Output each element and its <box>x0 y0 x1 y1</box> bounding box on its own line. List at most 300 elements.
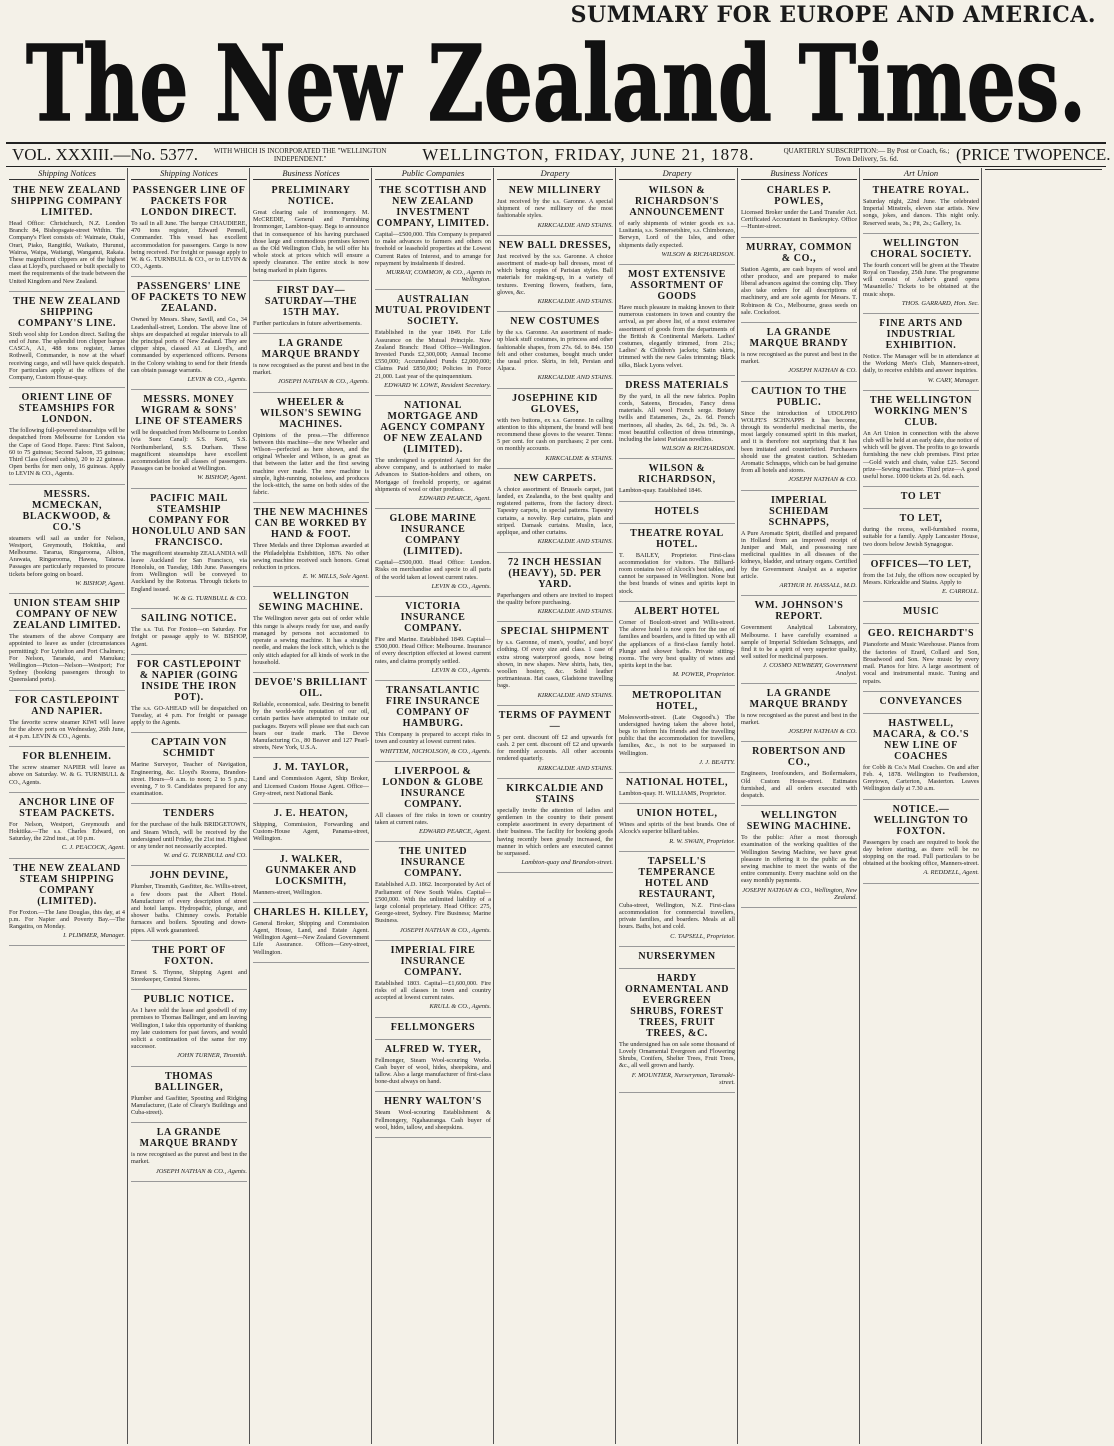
advertisement <box>131 279 247 390</box>
newspaper-title: The New Zealand Times. <box>26 22 1086 140</box>
advertisement-body: Paperhangers and others are invited to inspect the quality before purchasing. <box>497 591 613 606</box>
advertisement <box>131 735 247 804</box>
advertisement-body: Sixth wool ship for London direct. Sailing the end of June. The splendid iron clipper barque CASCA, A1, 488 tons register, James Rothwell, Commander, is now at the wharf receiving cargo, and will have quick despatch. For particulars apply at the offices of the Company, Custom House-quay. <box>9 330 125 382</box>
advertisement-body: from the 1st July, the offices now occupied by Messrs. Kirkcaldie and Stains. Apply to <box>863 571 979 587</box>
advertisement <box>253 589 369 672</box>
advertisement <box>253 183 369 281</box>
advertisement-signature: LEVIN & CO., Agents. <box>431 666 491 674</box>
advertisement-body: is now recognised as the purest and best in the market. <box>741 711 857 726</box>
advertisement <box>131 657 247 734</box>
advertisement-body: All classes of fire risks in town or country taken at current rates. <box>375 811 491 826</box>
advertisement <box>131 611 247 655</box>
column-7 <box>738 168 860 1444</box>
advertisement-title: THE NEW ZEALAND STEAM SHIPPING COMPANY (LIMITED). <box>13 862 121 907</box>
advertisement-body: Opinions of the press.—The difference between this machine—the new Wheeler and Wilson—perfected as here shown, and the original Wheeler and Wilson, is as great as that between the latter and the first sewing machine ever made. The new machine is simple, light-running, noiseless, and produces the lock-stitch, the same on both sides of the fabric. <box>253 431 369 497</box>
column-heading: Art Union <box>863 168 979 180</box>
advertisement <box>863 626 979 691</box>
advertisement-body: The magnificent steamship ZEALANDIA will leave Auckland for San Francisco, via Honolulu, on Tuesday, 18th June. Passengers from Wellington will be conveyed to Auckland by the Rotorua. Through tickets to England issued. <box>131 549 247 593</box>
advertisement-title: TENDERS <box>163 808 215 820</box>
advertisement-title: SAILING NOTICE. <box>141 613 237 625</box>
advertisement-body: Government Analytical Laboratory, Melbourne. I have carefully examined a sample of Imperial Schiedam Schnapps, and find it to be a spirit of very superior quality, well suited for medicinal purposes. <box>741 624 857 661</box>
advertisement-body: Steam Wool-scouring Establishment & Fellmongery, Ngahauranga. Cash buyer of wool, hides, tallow, and sheepskins. <box>375 1109 491 1131</box>
column-heading: Drapery <box>619 168 735 180</box>
advertisement <box>863 604 979 624</box>
advertisement-signature: J. J. BEATTY. <box>699 758 735 766</box>
advertisement <box>375 1094 491 1138</box>
column-8 <box>860 168 982 1444</box>
advertisement <box>131 1125 247 1182</box>
column-2 <box>128 168 250 1444</box>
advertisement <box>619 688 735 773</box>
issue-date: WELLINGTON, FRIDAY, JUNE 21, 1878. <box>422 145 755 164</box>
advertisement-body: for the purchase of the hulk BRIDGETOWN, and Steam Winch, will be received by the undersigned until Friday, the 21st inst. Highest or any tender not necessarily accepted. <box>131 821 247 850</box>
advertisement-signature: J. COSMO NEWBERY, Government Analyst. <box>762 662 857 677</box>
advertisement-title: TERMS OF PAYMENT— <box>498 709 612 732</box>
advertisement-signature: M. POWER, Proprietor. <box>672 671 735 679</box>
advertisement <box>619 267 735 376</box>
advertisement-signature: W. BISHOP, Agent. <box>197 474 247 482</box>
advertisement-body: Engineers, Ironfounders, and Boilermakers, Old Custom House-street. Estimates furnished, and all orders executed with despatch. <box>741 770 857 799</box>
advertisement-signature: KIRKCALDIE AND STAINS. <box>537 691 613 699</box>
advertisement-body: Saturday night, 22nd June. The celebrated Imperial Minstrels, eleven star artists. New songs, jokes, and dances. This night only. Reserved seats, 3s.; Pit, 2s.; Gallery, 1s. <box>863 198 979 227</box>
column-6 <box>616 168 738 1444</box>
advertisement-signature: I. PLIMMER, Manager. <box>63 932 125 940</box>
advertisement-body: T. BAILEY, Proprietor. First-class accommodation for visitors. The Billiard-room contains two of Alcock's best tables, and cannot be surpassed in Wellington. None but the best brands of wines and spirits kept in stock. <box>619 551 735 595</box>
advertisement <box>741 325 857 382</box>
advertisement <box>863 557 979 603</box>
advertisement-title: LA GRANDE MARQUE BRANDY <box>749 327 849 350</box>
advertisement-signature: JOSEPH NATHAN & CO. <box>788 728 857 736</box>
advertisement <box>375 599 491 681</box>
advertisement <box>131 943 247 990</box>
columns <box>6 168 1108 1444</box>
column-9 <box>982 168 1104 1444</box>
advertisement-title: 72 INCH HESSIAN (HEAVY), 5D. PER YARD. <box>507 556 603 590</box>
advertisement-body: Wines and spirits of the best brands. One of Alcock's superior billiard tables. <box>619 821 735 836</box>
advertisement-title: HARDY ORNAMENTAL AND EVERGREEN SHRUBS, FOREST TREES, FRUIT TREES, &C. <box>624 972 730 1039</box>
advertisement-body: steamers will sail as under for Nelson, Westport, Greymouth, Hokitika, and Melbourne. Tararua, Ringarooma, Albion, Arawata, Ringarooma, Hawea, Taiaroa. Passages are particularly requested to procure tickets before going on board. <box>9 534 125 578</box>
advertisement-body: for Cobb & Co.'s Mail Coaches. On and after Feb. 4, 1878. Wellington to Featherston, Greytown, Carterton, Masterton. Leaves Wellington daily at 7.30 a.m. <box>863 763 979 793</box>
advertisement-body: during the recess, well-furnished rooms, suitable for a family. Apply Lancaster House, two doors below Jewish Synagogue. <box>863 526 979 548</box>
column-3 <box>250 168 372 1444</box>
advertisement-title: WELLINGTON SEWING MACHINE. <box>258 591 364 614</box>
advertisement <box>253 395 369 504</box>
advertisement <box>497 183 613 236</box>
advertisement <box>863 802 979 884</box>
advertisement-signature: Lambton-quay and Brandon-street. <box>521 859 613 867</box>
advertisement-title: UNION HOTEL, <box>636 808 718 820</box>
advertisement-title: LA GRANDE MARQUE BRANDY <box>139 1127 239 1150</box>
advertisement-title: PASSENGERS' LINE OF PACKETS TO NEW ZEALAND. <box>131 281 247 315</box>
advertisement-body: To the public: After a most thorough examination of the working qualities of the Wellington Sewing Machine, we have great pleasure in offering it to the public as the sewing machine to meet the wants of the entire community. Every machine sold on the easy monthly payments. <box>741 834 857 885</box>
advertisement-body: The steamers of the above Company are appointed to leave as under (circumstances permitting): For Lyttelton and Port Chalmers; For Nelson, Taranaki, and Manukau; Wellington—Picton—Nelson—Westport; For Sydney (booking passengers through to Queensland ports). <box>9 633 125 684</box>
advertisement-body: 5 per cent. discount off £2 and upwards for cash. 2 per cent. discount off £2 and upwards for monthly accounts. All other accounts rendered quarterly. <box>497 733 613 763</box>
advertisement-title: THE NEW ZEALAND SHIPPING COMPANY'S LINE. <box>13 295 121 329</box>
advertisement-title: FIRST DAY—SATURDAY—THE 15TH MAY. <box>264 284 358 318</box>
advertisement <box>131 992 247 1066</box>
advertisement-body: specially invite the attention of ladies and gentlemen in the country to their present complete assortment in every department of their business. The facility for booking goods having recently been greatly increased, the manner in which orders are executed cannot be surpassed. <box>497 806 613 857</box>
advertisement-body: The Wellington never gets out of order while this range is always ready for use, and easily managed by persons not accustomed to operate a sewing machine. It has a straight needle, and makes the lock stitch, which is the only stitch adapted for all kinds of work in the household. <box>253 615 369 666</box>
advertisement <box>375 943 491 1018</box>
advertisement-body: By the yard, in all the new fabrics. Poplin cords, Sateens, Brocades, Fancy dress materials. All wool French serge. Botany twills and Estamenes, 2s., 2s. 6d. French merinoes, all shades, 2s. 6d., 2s. 9d., 3s. A most beautiful collection of dress trimmings, including the latest Parisian novelties. <box>619 392 735 444</box>
advertisement <box>375 844 491 940</box>
advertisement-body: Established A.D. 1862. Incorporated by Act of Parliament of New South Wales. Capital—£500,000. With the unlimited liability of a large colonial proprietary. Head Office: 275, George-street, Sydney. Fire Business; Marine Business. <box>375 881 491 925</box>
advertisement-body: Established 1803. Capital—£1,600,000. Fire risks of all classes in town and country accepted at lowest current rates. <box>375 979 491 1002</box>
advertisement-body: The s.s. GO-AHEAD will be despatched on Tuesday, at 4 p.m. For freight or passage apply to the Agents. <box>131 704 247 727</box>
advertisement-title: NEW BALL DRESSES, <box>498 239 612 251</box>
advertisement <box>497 708 613 779</box>
advertisement-title: MESSRS. MONEY WIGRAM & SONS' LINE OF STEAMERS <box>135 394 243 428</box>
advertisement-title: OFFICES—TO LET, <box>870 558 972 570</box>
advertisement <box>741 808 857 908</box>
advertisement-body: This Company is prepared to accept risks in town and country at lowest current rates. <box>375 731 491 746</box>
advertisement-body: The undersigned has on sale some thousand of Lovely Ornamental Evergreen and Flowering Shrubs, Conifers, Shelter Trees, Fruit Trees, &c., all well grown and hardy. <box>619 1040 735 1070</box>
advertisement-title: NURSERYMEN <box>638 950 716 962</box>
advertisement-title: THOMAS BALLINGER, <box>154 1070 224 1093</box>
advertisement-title: CONVEYANCES <box>879 695 963 707</box>
advertisement <box>253 283 369 334</box>
advertisement <box>9 749 125 793</box>
column-heading: Public Companies <box>375 168 491 180</box>
advertisement-body: For Foxton.—The Jane Douglas, this day, at 4 p.m. For Napier and Poverty Bay.—The Rangatira, on Monday. <box>9 908 125 930</box>
advertisement-title: WILSON & RICHARDSON, <box>638 463 716 486</box>
advertisement-signature: THOS. GARRARD, Hon. Sec. <box>901 299 979 307</box>
advertisement-signature: R. W. SWAIN, Proprietor. <box>669 837 735 845</box>
advertisement-title: FELLMONGERS <box>390 1021 476 1033</box>
advertisement <box>863 183 979 234</box>
advertisement-title: THEATRE ROYAL. <box>872 185 970 196</box>
advertisement-title: PRELIMINARY NOTICE. <box>271 185 351 207</box>
advertisement-signature: WILSON & RICHARDSON. <box>661 445 735 453</box>
advertisement-title: SPECIAL SHIPMENT <box>500 626 610 638</box>
advertisement-title: J. M. TAYLOR, <box>273 762 349 774</box>
advertisement-body: Owned by Messrs. Shaw, Savill, and Co., 34 Leadenhall-street, London. The above line of ships are despatched at regular intervals to all the principal ports of New Zealand. They are clipper ships, classed A1 at Lloyd's, and commanded by experienced officers. Persons in the Colony wishing to send for their friends can obtain passage warrants. <box>131 316 247 374</box>
advertisement <box>131 806 247 866</box>
advertisement <box>253 806 369 850</box>
dateline-bar <box>6 142 1111 167</box>
advertisement <box>9 390 125 484</box>
advertisement <box>375 764 491 843</box>
advertisement-title: NEW CARPETS. <box>513 472 597 484</box>
advertisement-signature: KIRKCALDIE & STAINS. <box>545 454 613 462</box>
advertisement <box>863 511 979 555</box>
advertisement-body: Great clearing sale of ironmongery. M. McCREDIE, General and Furnishing Ironmonger, Lambton-quay. Begs to announce that in consequence of his having purchased those large and commodious premises known as the Old Wellington Club, he will offer his whole stock at prices which will ensure a speedy clearance. The entire stock is now being marked in plain figures. <box>253 209 369 274</box>
advertisement <box>741 686 857 743</box>
advertisement-body: Marine Surveyor, Teacher of Navigation, Engineering, &c. Lloyd's Rooms, Brandon-street. Hours—9 a.m. to noon; 2 to 5 p.m.; evening, 7 to 9. Candidates prepared for any examination. <box>131 761 247 798</box>
masthead <box>8 22 1104 140</box>
advertisement <box>497 391 613 469</box>
advertisement <box>9 183 125 292</box>
advertisement-body: by the s.s. Garonne. An assortment of made-up black stuff costumes, in princess and other fashionable shapes, from 27s. 6d. to 84s. 150 felt and other costumes, bought much under the usual price. Skirts, in felt, Persian and Alpaca. <box>497 329 613 373</box>
advertisement <box>619 775 735 804</box>
advertisement-body: Station Agents, are cash buyers of wool and other produce, and are prepared to make liberal advances against the coming clip. They also take orders for all descriptions of machinery, and are sole agents for Messrs. T. Robinson & Co., Melbourne, grass seeds on sale. Cocksfoot. <box>741 265 857 316</box>
advertisement-body: Just received by the s.s. Garonne. A special shipment of new millinery of the most fashionable styles. <box>497 198 613 220</box>
advertisement <box>863 393 979 487</box>
advertisement-body: with two buttons, ex s.s. Garonne. In calling attention to this shipment, the brand will best recommend these gloves to the wearer. Tenns: 5 per cent. for cash on purchases; 2 per cent. on monthly accounts. <box>497 416 613 453</box>
advertisement <box>253 905 369 963</box>
advertisement-body: Lambton-quay. Established 1846. <box>619 487 703 495</box>
advertisement-signature: W. BISHOP, Agent. <box>75 579 125 587</box>
advertisement-signature: JOSEPH NATHAN & CO., Agents. <box>399 926 491 934</box>
advertisement-body: Licensed Broker under the Land Transfer Act. Certificated Accountant in Bankruptcy. Office—Hunter-street. <box>741 209 857 231</box>
advertisement-body: Head Office: Christchurch, N.Z. London Branch: 84, Bishopsgate-street Within. The Company's Fleet consists of: Waimate, Otaki, Orari, Piako, Rangitiki, Waikato, Hurunui, Wairoa, Waipa, Waitangi, Wanganui, Rakaia. These magnificent clippers are of the highest class at Lloyd's, purchased or built specially to meet the requirements of the trade between the United Kingdom and New Zealand. <box>9 220 125 285</box>
advertisement-body: The following full-powered steamships will be despatched from Melbourne for London via the Cape of Good Hope. Fares: First Saloon, 60 to 75 guineas; Second Saloon, 35 guineas; Third Class (closed cabins), 20 to 22 guineas. Open berths for men only, 16 guineas. Apply to LEVIN & CO., Agents. <box>9 427 125 478</box>
advertisement <box>131 392 247 488</box>
advertisement-title: MESSRS. MCMECKAN, BLACKWOOD, & CO.'S <box>22 488 112 533</box>
advertisement-signature: KIRKCALDIE AND STAINS. <box>537 298 613 306</box>
advertisement-body: For Nelson, Westport, Greymouth and Hokitika.—The s.s. Charles Edward, on Saturday, the 22nd inst., at 10 p.m. <box>9 820 125 843</box>
advertisement-title: UNION STEAM SHIP COMPANY OF NEW ZEALAND LIMITED. <box>13 598 121 632</box>
advertisement-title: HOTELS <box>654 505 700 517</box>
advertisement <box>741 384 857 491</box>
column-heading: Business Notices <box>253 168 369 180</box>
advertisement-title: ORIENT LINE OF STEAMSHIPS FOR LONDON. <box>18 392 116 426</box>
column-heading: Drapery <box>497 168 613 180</box>
column-5 <box>494 168 616 1444</box>
advertisement-title: MUSIC <box>902 606 940 618</box>
advertisement-title: ALFRED W. TYER, <box>384 1043 482 1055</box>
advertisement <box>131 491 247 609</box>
incorporated-note: WITH WHICH IS INCORPORATED THE "WELLINGTON INDEPENDENT." <box>213 147 387 163</box>
advertisement <box>741 493 857 597</box>
advertisement-signature: E. CARROLL. <box>941 588 979 596</box>
advertisement-body: A Pure Aromatic Spirit, distilled and prepared in Holland from an improved receipt of Juniper and Malt, and possessing rare medicinal qualities in all diseases of the kidneys, bladder, and urinary organs. Certified by the Government Analyst as a superior article. <box>741 529 857 580</box>
advertisement-signature: E. W. MILLS, Sole Agent. <box>302 573 369 581</box>
advertisement-body: Fellmonger, Steam Wool-scouring Works. Cash buyer of wool, hides, sheepskins, and tallow. Also a large manufacturer of first-class bone-dust always on hand. <box>375 1056 491 1086</box>
advertisement-title: LA GRANDE MARQUE BRANDY <box>749 687 849 710</box>
advertisement-title: J. E. HEATON, <box>273 807 349 819</box>
advertisement-title: TRANSATLANTIC FIRE INSURANCE COMPANY OF HAMBURG. <box>385 685 481 730</box>
advertisement-body: As I have sold the lease and goodwill of my premises to Thomas Ballinger, and am leaving Wellington, I take this opportunity of thanking my late customers for past favors, and would solicit a continuation of the same for my successor. <box>131 1007 247 1051</box>
column-heading <box>985 168 1102 170</box>
advertisement <box>9 861 125 947</box>
advertisement-title: LIVERPOOL & LONDON & GLOBE INSURANCE COMPANY. <box>382 765 484 810</box>
subscription-note: QUARTERLY SUBSCRIPTION:— By Post or Coach, 6s.; Town Delivery, 5s. 6d. <box>783 147 950 163</box>
advertisement <box>375 292 491 396</box>
advertisement <box>619 526 735 602</box>
advertisement-signature: JOSEPH NATHAN & CO., Wellington, New Zealand. <box>742 886 857 901</box>
advertisement-title: NOTICE.—WELLINGTON TO FOXTON. <box>873 803 969 837</box>
advertisement <box>619 806 735 852</box>
advertisement-body: Passengers by coach are required to book the day before starting, as there will be no stopping on the road. Full particulars to be obtained at the booking office, Manners-street. <box>863 838 979 868</box>
summary-banner: SUMMARY FOR EUROPE AND AMERICA. <box>570 2 1096 28</box>
advertisement-signature: JOHN TURNER, Tinsmith. <box>176 1052 247 1060</box>
advertisement-title: CHARLES P. POWLES, <box>766 185 832 207</box>
advertisement-title: JOSEPHINE KID GLOVES, <box>512 392 598 415</box>
advertisement-title: MURRAY, COMMON & CO., <box>746 241 852 264</box>
advertisement <box>619 604 735 686</box>
advertisement-title: VICTORIA INSURANCE COMPANY. <box>400 601 466 635</box>
advertisement <box>375 1042 491 1093</box>
advertisement-signature: W. CARY, Manager. <box>927 376 979 384</box>
advertisement <box>863 236 979 314</box>
advertisement-title: PASSENGER LINE OF PACKETS FOR LONDON DIRECT. <box>132 185 246 218</box>
advertisement <box>741 183 857 238</box>
advertisement <box>619 461 735 501</box>
advertisement-signature: KRULL & CO., Agents. <box>429 1003 491 1011</box>
advertisement-body: is now recognised as the purest and best in the market. <box>741 351 857 366</box>
advertisement-signature: LEVIN & CO., Agents. <box>431 582 491 590</box>
advertisement-body: Three Medals and three Diplomas awarded at the Philadelphia Exhibition, 1876. No other sewing machine received such honors. Great reduction in prices. <box>253 542 369 572</box>
advertisement-title: TO LET <box>900 491 942 503</box>
advertisement <box>131 1069 247 1124</box>
advertisement-title: LA GRANDE MARQUE BRANDY <box>261 338 361 361</box>
advertisement <box>375 511 491 597</box>
advertisement <box>619 949 735 969</box>
advertisement-body: The undersigned is appointed Agent for the above company, and is authorised to make Advances to Station-holders and others, on Mortgage of freehold property, or against shipments of wool or other produce. <box>375 457 491 493</box>
advertisement <box>253 852 369 903</box>
advertisement <box>375 1020 491 1040</box>
advertisement-body: Capital—£500,000. This Company is prepared to make advances to farmers and others on freehold or leasehold properties at the Lowest Current Rates of Interest, and to arrange for repayment by instalments if desired. <box>375 231 491 267</box>
advertisement <box>9 487 125 594</box>
advertisement-title: THEATRE ROYAL HOTEL. <box>630 527 724 550</box>
advertisement-body: Plumber and Gasfitter, Spouting and Ridging Manufacturer, (Late of Cleary's Buildings and Cuba-street). <box>131 1094 247 1116</box>
advertisement-body: Capital—£500,000. Head Office: London. Risks on merchandise and specie to all parts of the world taken at lowest current rates. <box>375 559 491 581</box>
advertisement-signature: ARTHUR H. HASSALL, M.D. <box>779 582 857 590</box>
advertisement <box>253 675 369 758</box>
advertisement-title: THE UNITED INSURANCE COMPANY. <box>398 846 468 880</box>
advertisement-signature: EDWARD PEARCE, Agent. <box>419 495 491 503</box>
advertisement-title: JOHN DEVINE, <box>149 870 229 882</box>
advertisement-body: An Art Union in connection with the above club will be held at an early date, due notice of which will be given. The profits to go towards furnishing the new club premises. First prize—Gold watch and chain, value £25. Second prize—Sewing machine. Third prize—A good useful horse. 1000 tickets at 2s. 6d. each. <box>863 429 979 481</box>
advertisement-title: WM. JOHNSON'S REPORT. <box>754 600 844 623</box>
advertisement-signature: LEVIN & CO., Agents. <box>187 376 247 384</box>
advertisement-title: TAPSELL'S TEMPERANCE HOTEL AND RESTAURANT, <box>638 855 716 900</box>
advertisement <box>619 854 735 947</box>
advertisement <box>619 504 735 524</box>
advertisement-body: will be despatched from Melbourne to London (via Suez Canal): S.S. Kent, S.S. Northumberland, S.S. Durham. These magnificent steamships have excellent accommodation for all classes of passengers. Passages can be booked at Wellington. <box>131 429 247 473</box>
advertisement-body: Shipping, Commission, Forwarding and Custom-House Agent, Panama-street, Wellington. <box>253 820 369 843</box>
advertisement <box>375 183 491 290</box>
advertisement-signature: C. J. PEACOCK, Agent. <box>61 844 125 852</box>
advertisement <box>863 716 979 800</box>
advertisement-body: Lambton-quay. H. WILLIAMS, Proprietor. <box>619 789 726 797</box>
advertisement <box>863 694 979 714</box>
advertisement-title: DRESS MATERIALS <box>625 379 729 391</box>
advertisement-title: NATIONAL MORTGAGE AND AGENCY COMPANY OF NEW ZEALAND (LIMITED). <box>380 400 486 456</box>
advertisement <box>497 238 613 312</box>
advertisement-title: J. WALKER, GUNMAKER AND LOCKSMITH, <box>265 853 357 887</box>
advertisement-signature: JOSEPH NATHAN & CO. <box>788 367 857 375</box>
advertisement-body: Established in the year 1849. For Life Assurance on the Mutual Principle. New Zealand Branch: Head Office—Wellington. Invested Funds £2,300,000; Annual Income £550,000; Accumulated Funds £2,000,000; Claims Paid £850,000; Policies in Force 21,000. Last year of the quinquennium. <box>375 329 491 380</box>
advertisement <box>497 555 613 623</box>
advertisement <box>131 868 247 940</box>
advertisement-signature: A. REDDELL, Agent. <box>923 869 979 877</box>
advertisement-title: METROPOLITAN HOTEL, <box>632 689 722 712</box>
advertisement-title: NEW MILLINERY <box>508 185 602 196</box>
advertisement-body: is now recognised as the purest and best in the market. <box>131 1151 247 1166</box>
advertisement-signature: WILSON & RICHARDSON. <box>661 250 735 258</box>
advertisement-title: CAPTAIN VON SCHMIDT <box>151 737 227 760</box>
advertisement-title: ROBERTSON AND CO., <box>752 746 846 769</box>
advertisement-signature: W. & G. TURNBULL & CO. <box>172 594 247 602</box>
advertisement-signature: KIRKCALDIE AND STAINS. <box>537 538 613 546</box>
advertisement <box>253 505 369 587</box>
advertisement-body: Notice. The Manager will be in attendance at the Working Men's Club, Manners-street, daily, to receive exhibits and answer inquiries. <box>863 353 979 375</box>
advertisement <box>9 795 125 859</box>
advertisement-title: NEW COSTUMES <box>510 316 600 328</box>
advertisement-title: FINE ARTS AND INDUSTRIAL EXHIBITION. <box>879 318 963 352</box>
advertisement-title: WILSON & RICHARDSON'S ANNOUNCEMENT <box>629 185 725 218</box>
volume-number: VOL. XXXIII.—No. 5377. <box>12 145 199 164</box>
advertisement-title: KIRKCALDIE AND STAINS <box>506 782 604 805</box>
advertisement-body: Since the introduction of UDOLPHO WOLFE'S SCHNAPPS it has become, through its wonderful medicinal merits, the most largely consumed spirit in this market, and it is therefore not surprising that it has been imitated and counterfeited. Purchasers should use the greatest caution. Schiedam Aromatic Schnapps, which can be had genuine from all hotels and stores. <box>741 409 857 475</box>
advertisement-body: Further particulars in future advertisements. <box>253 319 362 327</box>
advertisement <box>253 336 369 393</box>
advertisement <box>619 183 735 265</box>
advertisement-body: To sail in all June. The barque CHAUDIERE, 470 tons register, Edward Pennell, Commander. This vessel has excellent accommodation for passengers. Cargo is now being received. For freight or passage apply to W. & G. TURNBULL & CO., or to LEVIN & CO., Agents. <box>131 220 247 271</box>
advertisement-title: MOST EXTENSIVE ASSORTMENT OF GOODS <box>628 269 726 303</box>
advertisement-title: WELLINGTON SEWING MACHINE. <box>746 810 852 833</box>
advertisement-body: General Broker, Shipping and Commission Agent, House, Land, and Estate Agent. Wellington Agent—New Zealand Government Life Assurance. Offices—Grey-street, Wellington. <box>253 919 369 956</box>
advertisement-signature: W. and G. TURNBULL and CO. <box>163 852 247 860</box>
issue-price: (PRICE TWOPENCE. <box>955 145 1111 164</box>
advertisement-title: THE NEW ZEALAND SHIPPING COMPANY LIMITED. <box>11 185 123 218</box>
advertisement-title: HENRY WALTON'S <box>384 1096 482 1108</box>
column-heading: Shipping Notices <box>9 168 125 180</box>
advertisement-title: PACIFIC MAIL STEAMSHIP COMPANY FOR HONOLULU AND SAN FRANCISCO. <box>131 492 247 548</box>
advertisement <box>497 624 613 706</box>
advertisement-title: DEVOE'S BRILLIANT OIL. <box>254 676 368 699</box>
advertisement-signature: KIRKCALDIE AND STAINS. <box>537 607 613 615</box>
advertisement <box>253 760 369 804</box>
advertisement-body: The fourth concert will be given at the Theatre Royal on Tuesday, 25th June. The programme will consist of Auber's grand opera 'Masaniello.' Tickets to be obtained at the music shops. <box>863 261 979 298</box>
advertisement-body: Corner of Boulcott-street and Willis-street. The above hotel is now open for the use of families and boarders, and is fitted up with all the appliances of a first-class family hotel. Plunge and shower baths. Private sitting-rooms. The very best quality of wines and spirits kept in the bar. <box>619 618 735 670</box>
advertisement-body: of early shipments of winter goods ex s.s. Lusitania, s.s. Somersetshire, s.s. Chimborazo, Berwyn, Lord of the Isles, and other shipments daily expected. <box>619 220 735 249</box>
advertisement-signature: C. TAPSELL, Proprietor. <box>670 932 735 940</box>
advertisement <box>619 971 735 1093</box>
advertisement-signature: EDWARD W. LOWE, Resident Secretary. <box>384 381 491 389</box>
advertisement-title: CAUTION TO THE PUBLIC. <box>751 385 847 408</box>
advertisement <box>619 378 735 460</box>
column-heading: Shipping Notices <box>131 168 247 180</box>
advertisement-title: FOR CASTLEPOINT & NAPIER (GOING INSIDE THE IRON POT). <box>136 658 242 703</box>
advertisement-title: THE PORT OF FOXTON. <box>152 944 226 967</box>
advertisement-body: Manners-street, Wellington. <box>253 888 322 896</box>
advertisement-signature: KIRKCALDIE AND STAINS. <box>537 221 613 229</box>
advertisement-body: Ernest S. Thynne, Shipping Agent and Storekeeper, Central Stores. <box>131 968 247 983</box>
advertisement-title: PUBLIC NOTICE. <box>143 994 235 1006</box>
advertisement <box>741 744 857 806</box>
advertisement <box>863 489 979 509</box>
advertisement <box>497 314 613 388</box>
column-4 <box>372 168 494 1444</box>
advertisement-signature: F. MOUNTIER, Nurseryman, Taranaki-street. <box>631 1071 735 1086</box>
advertisement-signature: EDWARD PEARCE, Agent. <box>419 828 491 836</box>
advertisement-title: IMPERIAL FIRE INSURANCE COMPANY. <box>390 944 476 978</box>
advertisement-body: Have much pleasure in making known to their numerous customers in town and country the arrival, as per above list, of a most extensive assortment of goods from the departments of the British & Continental Markets. Ladies' costumes, elegantly trimmed, from 21s.; Ladies' & Children's jackets; Satin skirts, trimmed with the new Gales trimming; Black silks, Black Lyons velvet. <box>619 304 735 369</box>
advertisement-title: THE WELLINGTON WORKING MEN'S CLUB. <box>869 394 973 428</box>
advertisement <box>497 781 613 874</box>
advertisement-body: The favorite screw steamer KIWI will leave for the above ports on Wednesday, 26th June, at 4 p.m. LEVIN & CO., Agents. <box>9 718 125 740</box>
advertisement-title: ANCHOR LINE OF STEAM PACKETS. <box>18 796 116 819</box>
advertisement-body: Just received by the s.s. Garonne. A choice assortment of made-up ball dresses, most of which being copies of Parisian styles. Ball materials for making-up, in a variety of textures. Evening flowers, feathers, fans, gloves, &c. <box>497 252 613 296</box>
advertisement-title: HASTWELL, MACARA, & CO.'S NEW LINE OF COACHES <box>872 717 970 762</box>
advertisement <box>863 316 979 391</box>
advertisement-title: CHARLES H. KILLEY, <box>253 906 369 918</box>
advertisement-signature: KIRKCALDIE AND STAINS. <box>537 374 613 382</box>
advertisement-signature: JOSEPH NATHAN & CO., Agents. <box>277 378 369 386</box>
advertisement-title: IMPERIAL SCHIEDAM SCHNAPPS, <box>768 494 830 528</box>
advertisement-body: A choice assortment of Brussels carpet, just landed, ex Zealandia, to the best quality and registered patterns, from the factory direct. Tapestry carpets, in special patterns. Tapestry curtains, a novelty. Rep curtains, plain and striped. Damask curtains. Muslin, lace, applique, and other curtains. <box>497 485 613 537</box>
advertisement-signature: JOSEPH NATHAN & CO. <box>788 476 857 484</box>
column-heading: Business Notices <box>741 168 857 180</box>
advertisement-signature: KIRKCALDIE AND STAINS. <box>537 764 613 772</box>
advertisement <box>9 596 125 690</box>
advertisement <box>375 398 491 509</box>
advertisement-title: THE NEW MACHINES CAN BE WORKED BY HAND & FOOT. <box>253 507 369 541</box>
advertisement <box>741 240 857 323</box>
